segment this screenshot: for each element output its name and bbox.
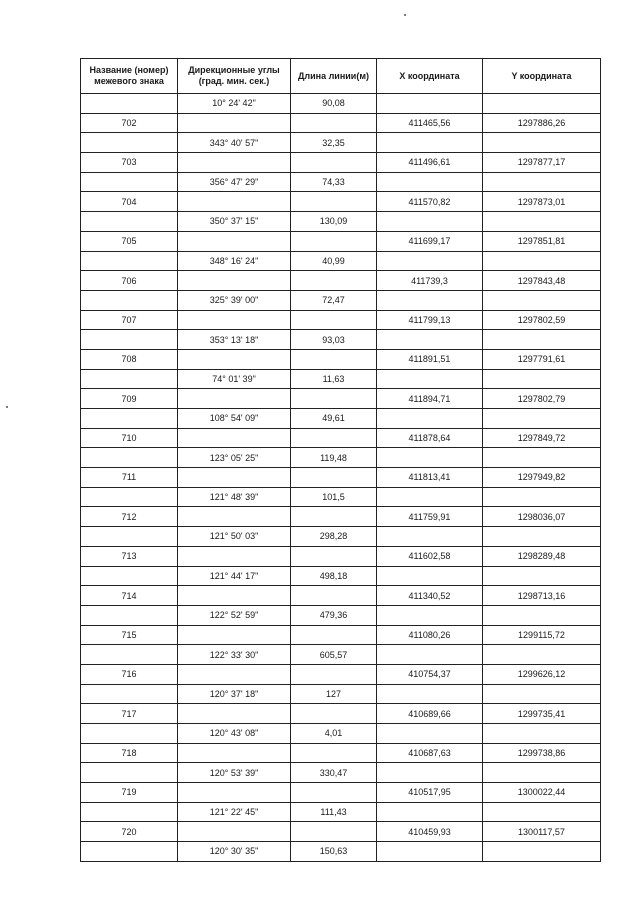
scan-speck: [6, 406, 8, 408]
y-coordinate-cell: 1297791,61: [483, 349, 601, 369]
marker-name-cell: 715: [81, 625, 178, 645]
y-coordinate-cell: 1297843,48: [483, 271, 601, 291]
line-length-cell: 605,57: [291, 645, 377, 665]
direction-angle-cell: 120° 43' 08": [178, 724, 291, 744]
x-coordinate-cell: [377, 724, 483, 744]
marker-name-cell: 702: [81, 113, 178, 133]
table-row: [81, 645, 601, 665]
direction-angle-cell: 120° 53' 39": [178, 763, 291, 783]
x-coordinate-cell: [377, 172, 483, 192]
direction-angle-cell: 343° 40' 57": [178, 133, 291, 153]
x-coordinate-cell: [377, 133, 483, 153]
y-coordinate-cell: [483, 724, 601, 744]
y-coordinate-cell: 1297886,26: [483, 113, 601, 133]
marker-name-cell: [81, 763, 178, 783]
marker-name-cell: [81, 645, 178, 665]
marker-name-cell: 711: [81, 468, 178, 488]
line-length-cell: [291, 231, 377, 251]
marker-name-cell: [81, 684, 178, 704]
x-coordinate-cell: 411891,51: [377, 349, 483, 369]
table-row: [81, 507, 601, 527]
direction-angle-cell: [178, 743, 291, 763]
table-row: [81, 783, 601, 803]
marker-name-cell: 719: [81, 783, 178, 803]
y-coordinate-cell: [483, 487, 601, 507]
y-coordinate-cell: [483, 290, 601, 310]
x-coordinate-cell: 411570,82: [377, 192, 483, 212]
table-row: [81, 448, 601, 468]
header-direction-angle: Дирекционные углы (град. мин. сек.): [178, 59, 291, 94]
table-row: [81, 251, 601, 271]
line-length-cell: [291, 349, 377, 369]
x-coordinate-cell: 411799,13: [377, 310, 483, 330]
direction-angle-cell: [178, 625, 291, 645]
marker-name-cell: 706: [81, 271, 178, 291]
x-coordinate-cell: 411878,64: [377, 428, 483, 448]
direction-angle-cell: 350° 37' 15": [178, 212, 291, 232]
x-coordinate-cell: [377, 684, 483, 704]
marker-name-cell: [81, 212, 178, 232]
direction-angle-cell: [178, 271, 291, 291]
line-length-cell: 11,63: [291, 369, 377, 389]
marker-name-cell: [81, 330, 178, 350]
header-x-coordinate: X координата: [377, 59, 483, 94]
direction-angle-cell: [178, 822, 291, 842]
x-coordinate-cell: [377, 605, 483, 625]
y-coordinate-cell: 1297802,59: [483, 310, 601, 330]
marker-name-cell: 708: [81, 349, 178, 369]
line-length-cell: [291, 389, 377, 409]
marker-name-cell: [81, 802, 178, 822]
table-row: [81, 625, 601, 645]
marker-name-cell: [81, 724, 178, 744]
direction-angle-cell: 120° 37' 18": [178, 684, 291, 704]
marker-name-cell: [81, 605, 178, 625]
x-coordinate-cell: 411496,61: [377, 153, 483, 173]
direction-angle-cell: 325° 39' 00": [178, 290, 291, 310]
direction-angle-cell: 10° 24' 42": [178, 94, 291, 114]
x-coordinate-cell: [377, 330, 483, 350]
x-coordinate-cell: [377, 842, 483, 862]
line-length-cell: 150,63: [291, 842, 377, 862]
line-length-cell: [291, 271, 377, 291]
table-row: [81, 468, 601, 488]
table-row: [81, 724, 601, 744]
direction-angle-cell: [178, 310, 291, 330]
table-row: [81, 566, 601, 586]
marker-name-cell: 717: [81, 704, 178, 724]
table-row: [81, 290, 601, 310]
table-row: [81, 546, 601, 566]
y-coordinate-cell: [483, 645, 601, 665]
x-coordinate-cell: 411699,17: [377, 231, 483, 251]
direction-angle-cell: 121° 50' 03": [178, 527, 291, 547]
marker-name-cell: [81, 409, 178, 429]
line-length-cell: 93,03: [291, 330, 377, 350]
x-coordinate-cell: 411739,3: [377, 271, 483, 291]
direction-angle-cell: 123° 05' 25": [178, 448, 291, 468]
direction-angle-cell: 121° 48' 39": [178, 487, 291, 507]
y-coordinate-cell: [483, 94, 601, 114]
line-length-cell: [291, 704, 377, 724]
line-length-cell: 90,08: [291, 94, 377, 114]
line-length-cell: [291, 507, 377, 527]
marker-name-cell: [81, 487, 178, 507]
table-row: [81, 684, 601, 704]
marker-name-cell: [81, 172, 178, 192]
x-coordinate-cell: [377, 802, 483, 822]
line-length-cell: 479,36: [291, 605, 377, 625]
boundary-coordinates-table: [80, 58, 601, 862]
table-row: [81, 802, 601, 822]
y-coordinate-cell: 1299626,12: [483, 664, 601, 684]
line-length-cell: 101,5: [291, 487, 377, 507]
y-coordinate-cell: 1297873,01: [483, 192, 601, 212]
y-coordinate-cell: [483, 133, 601, 153]
table-row: [81, 133, 601, 153]
y-coordinate-cell: 1297802,79: [483, 389, 601, 409]
y-coordinate-cell: [483, 842, 601, 862]
line-length-cell: 298,28: [291, 527, 377, 547]
x-coordinate-cell: [377, 645, 483, 665]
line-length-cell: [291, 428, 377, 448]
table-row: [81, 743, 601, 763]
x-coordinate-cell: [377, 290, 483, 310]
y-coordinate-cell: 1298713,16: [483, 586, 601, 606]
y-coordinate-cell: 1298036,07: [483, 507, 601, 527]
scan-speck: [404, 14, 406, 16]
direction-angle-cell: 74° 01' 39": [178, 369, 291, 389]
direction-angle-cell: [178, 153, 291, 173]
marker-name-cell: 713: [81, 546, 178, 566]
y-coordinate-cell: [483, 763, 601, 783]
line-length-cell: [291, 310, 377, 330]
direction-angle-cell: [178, 113, 291, 133]
direction-angle-cell: [178, 586, 291, 606]
table-row: [81, 389, 601, 409]
table-row: [81, 763, 601, 783]
marker-name-cell: [81, 842, 178, 862]
x-coordinate-cell: [377, 94, 483, 114]
y-coordinate-cell: [483, 409, 601, 429]
x-coordinate-cell: [377, 763, 483, 783]
direction-angle-cell: [178, 507, 291, 527]
direction-angle-cell: [178, 231, 291, 251]
table-row: [81, 822, 601, 842]
marker-name-cell: 710: [81, 428, 178, 448]
line-length-cell: 330,47: [291, 763, 377, 783]
table-row: [81, 704, 601, 724]
table-row: [81, 349, 601, 369]
x-coordinate-cell: 411465,56: [377, 113, 483, 133]
marker-name-cell: [81, 566, 178, 586]
table-row: [81, 527, 601, 547]
y-coordinate-cell: [483, 684, 601, 704]
direction-angle-cell: 353° 13' 18": [178, 330, 291, 350]
x-coordinate-cell: 410754,37: [377, 664, 483, 684]
line-length-cell: [291, 468, 377, 488]
y-coordinate-cell: 1300022,44: [483, 783, 601, 803]
table-row: [81, 113, 601, 133]
line-length-cell: 4,01: [291, 724, 377, 744]
line-length-cell: [291, 192, 377, 212]
y-coordinate-cell: 1297877,17: [483, 153, 601, 173]
x-coordinate-cell: [377, 487, 483, 507]
x-coordinate-cell: [377, 251, 483, 271]
x-coordinate-cell: 411080,26: [377, 625, 483, 645]
line-length-cell: 130,09: [291, 212, 377, 232]
line-length-cell: 49,61: [291, 409, 377, 429]
table-row: [81, 231, 601, 251]
y-coordinate-cell: 1299735,41: [483, 704, 601, 724]
line-length-cell: [291, 822, 377, 842]
x-coordinate-cell: 410689,66: [377, 704, 483, 724]
table-header-row: [81, 59, 601, 94]
x-coordinate-cell: [377, 409, 483, 429]
x-coordinate-cell: [377, 566, 483, 586]
table-row: [81, 271, 601, 291]
y-coordinate-cell: 1297851,81: [483, 231, 601, 251]
marker-name-cell: 705: [81, 231, 178, 251]
y-coordinate-cell: [483, 802, 601, 822]
table-row: [81, 192, 601, 212]
x-coordinate-cell: 410459,93: [377, 822, 483, 842]
marker-name-cell: 709: [81, 389, 178, 409]
direction-angle-cell: [178, 192, 291, 212]
direction-angle-cell: 121° 44' 17": [178, 566, 291, 586]
marker-name-cell: 720: [81, 822, 178, 842]
x-coordinate-cell: [377, 448, 483, 468]
marker-name-cell: [81, 133, 178, 153]
marker-name-cell: 712: [81, 507, 178, 527]
line-length-cell: 40,99: [291, 251, 377, 271]
table-row: [81, 428, 601, 448]
line-length-cell: 74,33: [291, 172, 377, 192]
direction-angle-cell: 121° 22' 45": [178, 802, 291, 822]
table-row: [81, 172, 601, 192]
line-length-cell: 111,43: [291, 802, 377, 822]
y-coordinate-cell: [483, 566, 601, 586]
y-coordinate-cell: 1300117,57: [483, 822, 601, 842]
table-row: [81, 586, 601, 606]
table-row: [81, 605, 601, 625]
table-row: [81, 212, 601, 232]
x-coordinate-cell: 410687,63: [377, 743, 483, 763]
y-coordinate-cell: [483, 527, 601, 547]
direction-angle-cell: 348° 16' 24": [178, 251, 291, 271]
marker-name-cell: 703: [81, 153, 178, 173]
line-length-cell: [291, 743, 377, 763]
direction-angle-cell: 122° 52' 59": [178, 605, 291, 625]
marker-name-cell: 718: [81, 743, 178, 763]
line-length-cell: [291, 153, 377, 173]
direction-angle-cell: [178, 664, 291, 684]
x-coordinate-cell: 411894,71: [377, 389, 483, 409]
header-line-length: Длина линии(м): [291, 59, 377, 94]
direction-angle-cell: [178, 389, 291, 409]
x-coordinate-cell: 411602,58: [377, 546, 483, 566]
line-length-cell: [291, 625, 377, 645]
y-coordinate-cell: [483, 369, 601, 389]
y-coordinate-cell: [483, 605, 601, 625]
direction-angle-cell: 108° 54' 09": [178, 409, 291, 429]
table-row: [81, 153, 601, 173]
direction-angle-cell: 120° 30' 35": [178, 842, 291, 862]
y-coordinate-cell: [483, 330, 601, 350]
x-coordinate-cell: 411759,91: [377, 507, 483, 527]
direction-angle-cell: [178, 783, 291, 803]
marker-name-cell: [81, 251, 178, 271]
x-coordinate-cell: 410517,95: [377, 783, 483, 803]
marker-name-cell: 704: [81, 192, 178, 212]
table-row: [81, 487, 601, 507]
line-length-cell: [291, 586, 377, 606]
marker-name-cell: 716: [81, 664, 178, 684]
table-row: [81, 842, 601, 862]
line-length-cell: 72,47: [291, 290, 377, 310]
marker-name-cell: [81, 369, 178, 389]
line-length-cell: [291, 546, 377, 566]
line-length-cell: [291, 664, 377, 684]
line-length-cell: [291, 783, 377, 803]
y-coordinate-cell: [483, 212, 601, 232]
direction-angle-cell: [178, 428, 291, 448]
marker-name-cell: [81, 448, 178, 468]
y-coordinate-cell: 1297849,72: [483, 428, 601, 448]
direction-angle-cell: 356° 47' 29": [178, 172, 291, 192]
marker-name-cell: [81, 527, 178, 547]
line-length-cell: 32,35: [291, 133, 377, 153]
y-coordinate-cell: [483, 172, 601, 192]
direction-angle-cell: 122° 33' 30": [178, 645, 291, 665]
direction-angle-cell: [178, 468, 291, 488]
line-length-cell: [291, 113, 377, 133]
y-coordinate-cell: 1297949,82: [483, 468, 601, 488]
x-coordinate-cell: [377, 527, 483, 547]
direction-angle-cell: [178, 546, 291, 566]
line-length-cell: 498,18: [291, 566, 377, 586]
x-coordinate-cell: 411813,41: [377, 468, 483, 488]
x-coordinate-cell: [377, 369, 483, 389]
x-coordinate-cell: 411340,52: [377, 586, 483, 606]
y-coordinate-cell: [483, 251, 601, 271]
table-row: [81, 369, 601, 389]
line-length-cell: 119,48: [291, 448, 377, 468]
marker-name-cell: [81, 94, 178, 114]
marker-name-cell: 707: [81, 310, 178, 330]
header-marker-name: Название (номер) межевого знака: [81, 59, 178, 94]
header-y-coordinate: Y координата: [483, 59, 601, 94]
y-coordinate-cell: 1299115,72: [483, 625, 601, 645]
direction-angle-cell: [178, 349, 291, 369]
y-coordinate-cell: 1299738,86: [483, 743, 601, 763]
table-row: [81, 94, 601, 114]
table-row: [81, 409, 601, 429]
direction-angle-cell: [178, 704, 291, 724]
y-coordinate-cell: [483, 448, 601, 468]
marker-name-cell: 714: [81, 586, 178, 606]
y-coordinate-cell: 1298289,48: [483, 546, 601, 566]
table-row: [81, 664, 601, 684]
table-row: [81, 330, 601, 350]
table-row: [81, 310, 601, 330]
marker-name-cell: [81, 290, 178, 310]
x-coordinate-cell: [377, 212, 483, 232]
line-length-cell: 127: [291, 684, 377, 704]
